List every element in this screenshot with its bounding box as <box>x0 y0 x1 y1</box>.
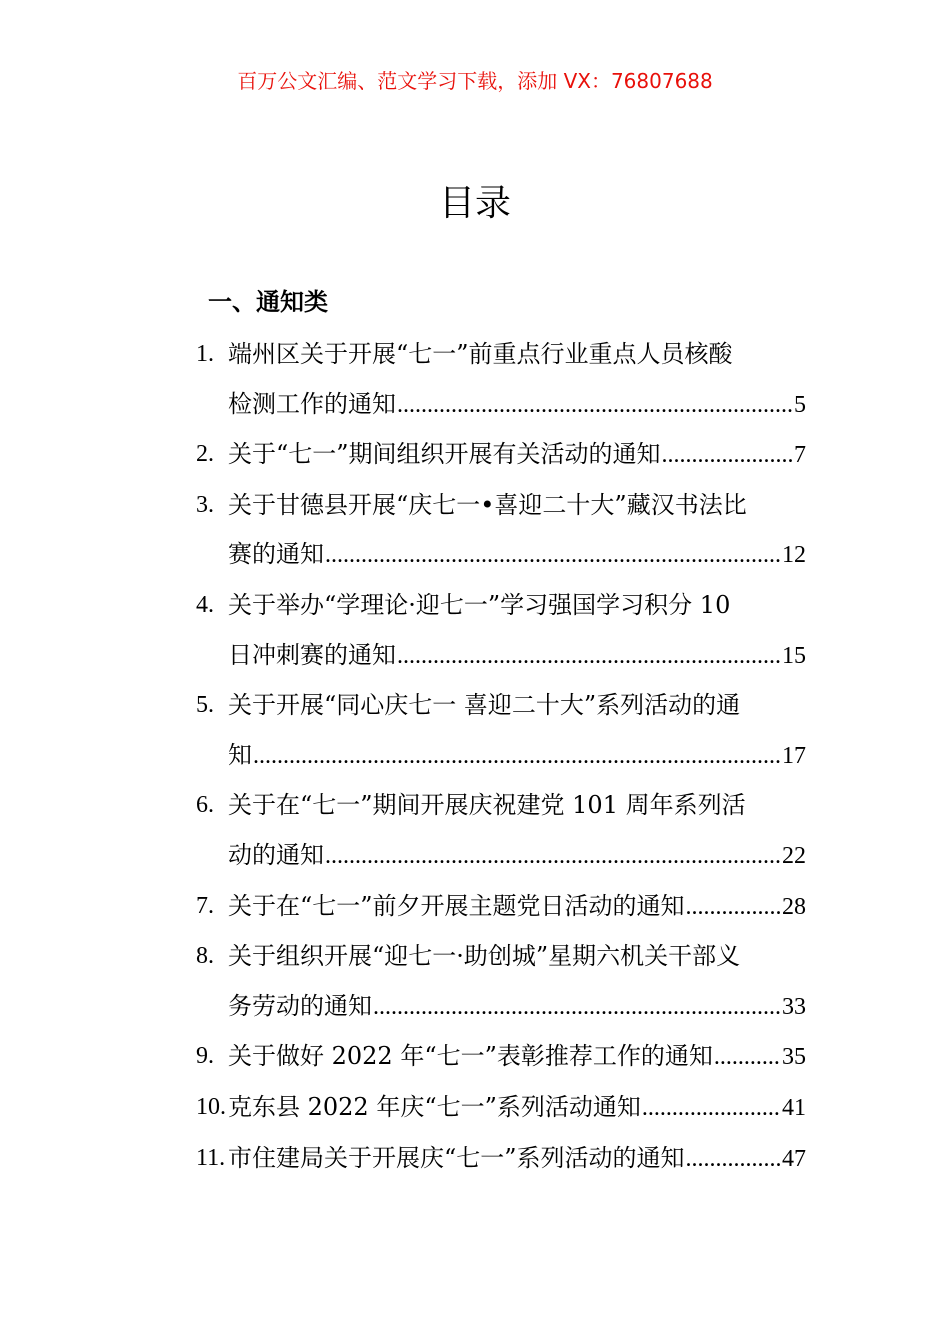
toc-entry-page: 47 <box>782 1145 806 1172</box>
dot-leader <box>397 632 781 682</box>
toc-entry-number: 3. <box>196 491 214 518</box>
toc-entry-page: 35 <box>782 1044 806 1071</box>
toc-entry-number: 9. <box>196 1043 214 1070</box>
toc-entry-page: 5 <box>794 391 806 418</box>
toc-entry-title: 关于“七一”期间组织开展有关活动的通知 <box>228 440 661 469</box>
toc-entry-title-line2: 动的通知 <box>228 840 324 869</box>
toc-entry-number: 2. <box>196 441 214 468</box>
toc-entry-title-line2: 检测工作的通知 <box>228 389 396 418</box>
toc-entry-title-line1: 关于组织开展“迎七一·助创城”星期六机关干部义 <box>228 942 741 971</box>
toc-entry-page: 41 <box>782 1094 806 1121</box>
toc-entry-8[interactable] <box>196 932 806 1032</box>
toc-entry-title-line2: 赛的通知 <box>228 540 324 569</box>
table-of-contents <box>196 330 806 1184</box>
toc-entry-title: 市住建局关于开展庆“七一”系列活动的通知 <box>228 1143 685 1172</box>
toc-entry-title-line2: 务劳动的通知 <box>228 991 372 1020</box>
toc-entry-title-line1: 关于开展“同心庆七一 喜迎二十大”系列活动的通 <box>228 691 741 720</box>
toc-entry-number: 6. <box>196 792 214 819</box>
toc-entry-page: 15 <box>782 642 806 669</box>
watermark-text: 百万公文汇编、范文学习下载，添加 VX：76807688 <box>237 69 713 93</box>
dot-leader <box>686 883 781 933</box>
toc-entry-page: 22 <box>782 842 806 869</box>
toc-entry-page: 33 <box>782 993 806 1020</box>
toc-entry-number: 8. <box>196 943 214 970</box>
toc-entry-title-line1: 关于举办“学理论·迎七一”学习强国学习积分 10 <box>228 590 731 619</box>
toc-entry-6[interactable] <box>196 781 806 881</box>
dot-leader <box>325 531 781 581</box>
toc-entry-number: 5. <box>196 692 214 719</box>
toc-entry-2[interactable] <box>196 430 806 481</box>
toc-entry-number: 4. <box>196 591 214 618</box>
toc-entry-4[interactable] <box>196 581 806 681</box>
dot-leader <box>373 983 781 1033</box>
dot-leader <box>714 1033 781 1083</box>
toc-entry-number: 7. <box>196 892 214 919</box>
toc-entry-page: 7 <box>794 442 806 469</box>
toc-entry-number: 1. <box>196 341 214 367</box>
dot-leader <box>642 1084 781 1134</box>
toc-entry-11[interactable] <box>196 1134 806 1185</box>
toc-entry-number: 11. <box>196 1144 226 1171</box>
toc-entry-page: 17 <box>782 742 806 769</box>
toc-entry-1[interactable] <box>196 330 806 430</box>
dot-leader <box>397 381 793 431</box>
toc-entry-title-line1: 关于甘德县开展“庆七一•喜迎二十大”藏汉书法比 <box>228 490 747 519</box>
toc-entry-page: 12 <box>782 542 806 569</box>
dot-leader <box>686 1135 781 1185</box>
page-title: 目录 <box>438 183 511 224</box>
toc-entry-title: 关于在“七一”前夕开展主题党日活动的通知 <box>228 891 685 920</box>
dot-leader <box>325 832 781 882</box>
dot-leader <box>662 431 793 481</box>
toc-entry-title: 关于做好 2022 年“七一”表彰推荐工作的通知 <box>228 1042 713 1071</box>
toc-entry-title-line1: 端州区关于开展“七一”前重点行业重点人员核酸 <box>228 340 733 368</box>
toc-entry-title: 克东县 2022 年庆“七一”系列活动通知 <box>228 1092 641 1121</box>
toc-entry-9[interactable] <box>196 1032 806 1083</box>
toc-entry-10[interactable] <box>196 1083 806 1134</box>
toc-entry-3[interactable] <box>196 481 806 581</box>
toc-entry-number: 10. <box>196 1093 226 1120</box>
toc-entry-5[interactable] <box>196 681 806 781</box>
toc-entry-title-line1: 关于在“七一”期间开展庆祝建党 101 周年系列活 <box>228 791 746 820</box>
toc-entry-title-line2: 日冲刺赛的通知 <box>228 640 396 669</box>
section-heading: 一、通知类 <box>208 288 328 316</box>
dot-leader <box>253 732 781 782</box>
toc-entry-title-line2: 知 <box>228 740 252 769</box>
toc-entry-7[interactable] <box>196 882 806 933</box>
toc-entry-page: 28 <box>782 893 806 920</box>
